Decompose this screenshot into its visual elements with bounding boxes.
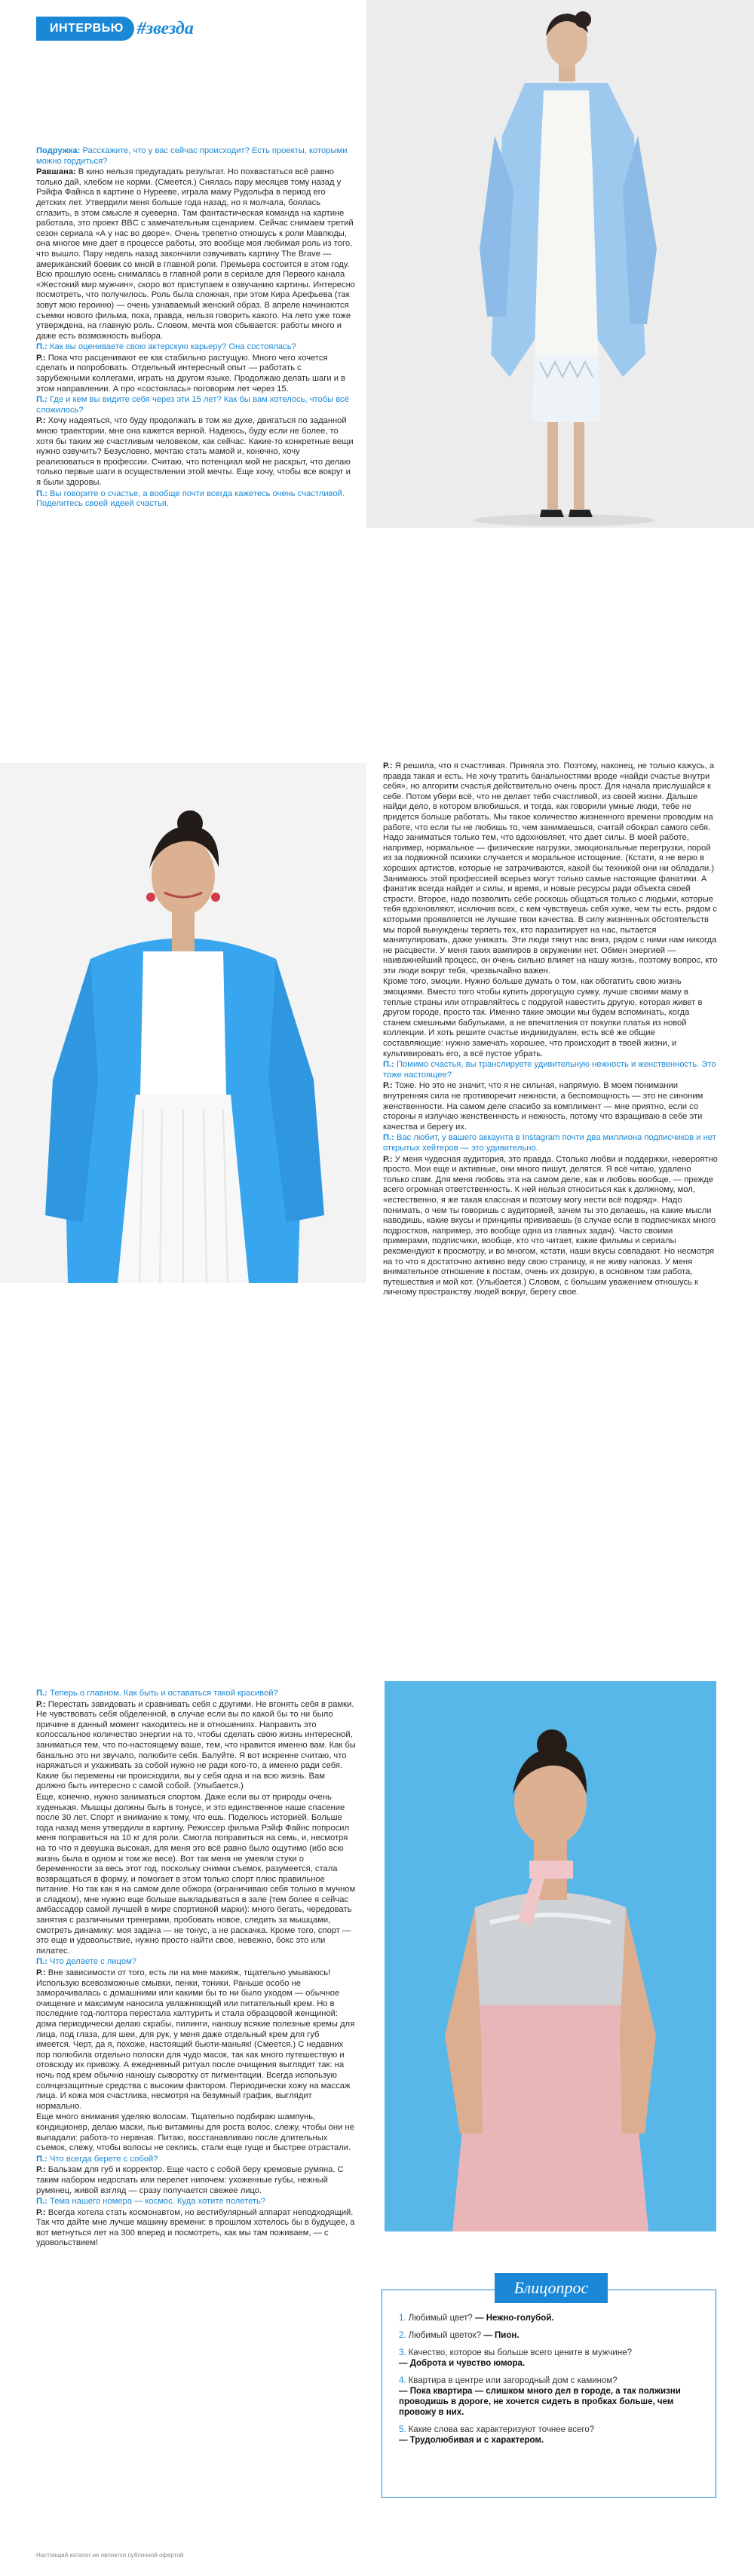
qa-paragraph	[36, 2165, 356, 2196]
question-text: Что делаете с лицом?	[49, 1957, 136, 1967]
blitz-number: 1.	[399, 2314, 406, 2323]
speaker-label: Р.:	[36, 1968, 46, 1978]
blitz-item	[399, 2375, 703, 2418]
blitz-item	[399, 2313, 703, 2323]
speaker-label: П.:	[383, 1060, 394, 1070]
speaker-label: П.:	[36, 2154, 48, 2164]
footnote: Настоящий каталог не является публичной офертой	[36, 2552, 184, 2559]
blitz-answer: — Трудолюбивая и с характером.	[399, 2436, 544, 2445]
interview-column-2	[383, 761, 718, 1299]
section-tag	[36, 17, 194, 41]
qa-paragraph	[383, 1081, 718, 1132]
photo-blue-cardigan	[0, 763, 366, 1283]
speaker-label: Р.:	[36, 1699, 46, 1709]
interview-column-3	[36, 1689, 356, 2250]
blitz-number: 5.	[399, 2425, 406, 2434]
blitz-answer: — Пион.	[483, 2331, 520, 2340]
qa-paragraph	[36, 1793, 356, 1957]
speaker-label: Р.:	[36, 353, 46, 363]
blitz-question: Какие слова вас характеризуют точнее всего?	[408, 2425, 595, 2434]
speaker-label: П.:	[36, 1689, 48, 1698]
blitz-answer: — Пока квартира — слишком много дел в городе, а так полжизни проводишь в дороге, не хочется сидеть в пробках больше, чем провожу в них.	[399, 2387, 681, 2417]
speaker-label: Р.:	[36, 2207, 46, 2217]
speaker-label: Р.:	[383, 1081, 393, 1091]
answer-text: У меня чудесная аудитория, это правда. Столько любви и поддержки, невероятно просто. Мои еще и активные, они много пишут, делятся. Я всё читаю, удалено только спам. Для меня любовь эта на самом деле, как и любовь вообще, — прежде всего огромная ответственность. К ней нельзя относиться как к должному, мол, «естественно, я же такая классная и поэтому могу нести всё подряд». Надо понимать, о чем ты говоришь с аудиторией, зачем ты это делаешь, на какие мысли наводишь, какие вкусы и принципы прививаешь (в случае если в подписчиках много подростков, например, это вообще одна из главных задач). Часто своими примерами, подписчики, вообще, кто что читает, какие фильмы и сериалы рекомендуют к просмотру, и во многом, кстати, наши вкусы совпадают. Но несмотря на то что я достаточно активно веду свою страницу, я не живу напоказ. У меня внимательное отношение к постам, очень их дозирую, в основном там работа, путешествия и мой кот. (Улыбается.) Словом, с большим уважением отношусь к личному пространству людей вокруг, берегу свое.	[383, 1154, 718, 1297]
blitz-item	[399, 2330, 703, 2341]
speaker-label: П.:	[36, 489, 48, 498]
qa-paragraph	[36, 2112, 356, 2153]
hashtag: #звезда	[136, 18, 194, 38]
blitz-question: Любимый цветок?	[408, 2331, 482, 2340]
qa-paragraph	[383, 761, 718, 976]
blitz-title: Блицопрос	[495, 2273, 608, 2303]
blitz-question: Любимый цвет?	[408, 2314, 473, 2323]
answer-text: Всегда хотела стать космонавтом, но вестибулярный аппарат неподходящий. Так что дайте мне лучше машину времени: в прошлом хотелось бы в будущее, а вот метнуться лет на 300 вперед и посмотреть, как мы там поживаем, — с удовольствием!	[36, 2207, 355, 2248]
answer-text: Еще, конечно, нужно заниматься спортом. Даже если вы от природы очень худенькая. Мышцы должны быть в тонусе, и это единственное наше спасение после 30 лет. Спорт и внимание к тому, что ешь. Поделюсь историей. Больше года назад меня утвердили в картину. Режиссер фильма Рэйф Файнс попросил меня поправиться на 10 кг для роли. Смогла поправиться на семь, и, несмотря на то что я девушка высокая, для меня это всё равно было ощутимо (ибо всю жизнь была в одном и том же весе). Вот так меня не умеяли стуки о беременности за весь этот год, поскольку снимки съемок, разумеется, стала возвращаться в форму, и помогает в этом только спорт плюс правильное питание. Но так как я на самом деле обжора (ограничиваю себя только в мучном и сладком), мне нужно еще больше выкладываться в зале (тем более я сейчас амбассадор самой лучшей в мире спортивной марки): много бегать, чередовать занятия с различными тренерами, пробовать новое, следить за мышцами, смотреть динамику: моя задача — не тонус, а не раскачка. Кроме того, спорт — это еще и удовольствие, нужно просто найти свое, невежно, бокс это или пилатес.	[36, 1792, 356, 1956]
qa-paragraph	[36, 2197, 356, 2207]
speaker-label: П.:	[36, 342, 48, 352]
qa-paragraph	[36, 2208, 356, 2249]
question-text: Тема нашего номера — космос. Куда хотите полететь?	[49, 2197, 266, 2207]
qa-paragraph	[36, 1700, 356, 1792]
blitz-question: Квартира в центре или загородный дом с камином?	[408, 2376, 618, 2385]
qa-paragraph	[36, 489, 356, 510]
qa-paragraph	[36, 342, 356, 353]
question-text: Расскажите, что у вас сейчас происходит? Есть проекты, которыми можно гордиться?	[36, 146, 348, 166]
qa-paragraph	[36, 416, 356, 488]
qa-paragraph	[383, 977, 718, 1059]
speaker-label: П.:	[36, 395, 48, 405]
answer-text: Бальзам для губ и корректор. Еще часто с собой беру кремовые румяна. С таким набором недоспать или перелет нипочем: ухоженные губы, нежный румянец, живой взгляд — сразу получается свежее лицо.	[36, 2165, 344, 2195]
blitz-number: 3.	[399, 2348, 406, 2357]
answer-text: В кино нельзя предугадать результат. Но похвастаться всё равно только дай, хлебом не корми. (Смеется.) Снялась пару месяцев тому назад у Рэйфа Файнса в картине о Нурееве, играла маму Рудольфа в период его детских лет. Утвердили меня больше года назад, но я молчала, боялась сглазить, в этом смысле я суеверна. Там фантастическая команда на картине работала, это проект BBC с замечательным сценарием. Сейчас снимаем третий сезон сериала «А у нас во дворе». Очень трепетно отношусь к роли Мавлюды, она многое мне дает в процессе работы, это вообще моя любимая роль из того, что вышло. Пару недель назад закончили озвучивать картину The Brave — американский боевик со мной в главной роли. Премьера состоится в этом году. Всю прошлую осень снималась в главной роли в сериале для Первого канала «Жестокий мир мужчин», скоро вот приступаем к озвучанию картины. Интересно посмотреть, что получилось. Роль была сложная, при этом Кира Арефьева (так зовут мою героиню) — очень узнаваемый женский образ. В апреле начинаются съемки нового фильма, пока, правда, нельзя говорить какого. На лето уже тоже утверждена, на главную роль. Словом, мечта моя сбывается: работы много и даже есть возможность выбора.	[36, 167, 356, 341]
answer-text: Перестать завидовать и сравнивать себя с другими. Не вгонять себя в рамки. Не чувствовать себя обделенной, в случае если вы по какой бы то ни было причине в данный момент находитесь не в отношениях. Направить это колоссальное количество энергии на то, чтобы сделать свою жизнь интересной, заниматься тем, что по-настоящему ваше, тем, что нравится именно вам. Как бы банально это ни звучало, полюбите себя. Балуйте. Я вот искренне считаю, что наряжаться и ухаживать за собой нужно не ради кого-то, а именно ради себя. Какие бы перемены ни происходили, вы у себя одна и на всю жизнь. Вам должно быть интересно с самой собой. (Улыбается.)	[36, 1699, 356, 1791]
qa-paragraph	[36, 354, 356, 394]
answer-text: Вне зависимости от того, есть ли на мне макияж, тщательно умываюсь! Использую всевозможные смывки, пенки, тоники. Раньше особо не заморачивалась с домашними или какими бы то ни было уходом — обычное очищение и максимум наносила увлажняющий или питательный крем. Но в последние год-полтора перестала халтурить и стала образцовой женщиной: дома периодически делаю скрабы, пилинги, наношу всякие полезные кремы для лица, под глаза, для шеи, для рук, у меня даже отдельный крем для губ имеется. Черт, да я, похоже, настоящий бьюти-маньяк! (Смеется.) С недавних пор полюбила отдельно полоски для чудо масок, так как много путешествую и отовсюду их привожу. А ежедневный ритуал после очищения выглядит так: на ночь под крем обычно наношу сыворотку от пигментации. Всегда использую солнцезащитные средства с высоким фактором. Периодически хожу на массаж лица. И кожа моя счастлива, несмотря на безумный график, выглядит нормально.	[36, 1968, 355, 2111]
qa-paragraph	[383, 1155, 718, 1298]
answer-text: Кроме того, эмоции. Нужно больше думать о том, как обогатить свою жизнь эмоциями. Вместо того чтобы купить дорогущую сумку, лучше своими маму в теплые страны или отправляйтесь с подругой навестить другую, которая живет в другом городе, просто так. Именно такие эмоции мы будем вспоминать, когда станем смешными бабульками, а не впечатления от покупки платья из новой коллекции. И хоть решите счастье индивидуален, есть всё же общие составляющие: нужно замечать хорошее, что происходит в твоей жизни, и культивировать его, а всё пустое убрать.	[383, 977, 703, 1058]
question-text: Что всегда берете с собой?	[49, 2154, 158, 2164]
speaker-label: Р.:	[383, 1154, 393, 1164]
qa-paragraph	[36, 1957, 356, 1968]
answer-text: Тоже. Но это не значит, что я не сильная, напрямую. В моем понимании внутренняя сила не противоречит нежности, а беспомощность — это не синоним женственности. На самом деле спасибо за комплимент — мне приятно, если со стороны я излучаю женственность и нежность, потому что взращиваю в себе эти качества и берегу их.	[383, 1081, 703, 1132]
qa-paragraph	[36, 395, 356, 415]
answer-text: Еще много внимания уделяю волосам. Тщательно подбираю шампунь, кондиционер, делаю маски, пью витамины для роста волос, слежу, чтобы они не выпадали: работа-то нервная. Питаю, восстанавливаю после длительных съемок, слежу, чтобы волосы не секлись, стали еще гуще и быстрее отрастали.	[36, 2112, 354, 2153]
speaker-label: П.:	[36, 2197, 48, 2207]
speaker-label: Подружка:	[36, 146, 81, 155]
blitz-question: Качество, которое вы больше всего цените в мужчине?	[408, 2348, 632, 2357]
section-tag-label: ИНТЕРВЬЮ	[36, 17, 134, 41]
photo-pink-skirt	[385, 1681, 716, 2231]
qa-paragraph	[383, 1133, 718, 1153]
qa-paragraph	[36, 2155, 356, 2165]
blitz-answer: — Доброта и чувство юмора.	[399, 2359, 526, 2368]
speaker-label: П.:	[36, 1957, 48, 1967]
blitz-number: 4.	[399, 2376, 406, 2385]
question-text: Где и кем вы видите себя через эти 15 лет? Как бы вам хотелось, чтобы всё сложилось?	[36, 395, 349, 415]
blitz-item	[399, 2348, 703, 2369]
answer-text: Хочу надеяться, что буду продолжать в том же духе, двигаться по заданной мною траектории, мне она кажется верной. Надеюсь, буду если не более, то хотя бы таким же счастливым человеком, как сейчас. Какие-то конкретные вещи нужно озвучить? Безусловно, мечтаю стать мамой и, конечно, хочу реализоваться в профессии. Считаю, что потенциал мой не раскрыт, что делаю только первые шаги в осуществлении этой мечты. Еще хочу, чтобы все вокруг и я были здоровы.	[36, 416, 354, 487]
blitz-quiz	[382, 2273, 718, 2499]
qa-paragraph	[36, 1689, 356, 1699]
blitz-number: 2.	[399, 2331, 406, 2340]
answer-text: Я решила, что я счастливая. Приняла это. Поэтому, наконец, не только кажусь, а правда такая и есть. Не хочу тратить банальностями вроде «найди счастье внутри себя», но алгоритм счастья действительно очень прост. Для начала прислушайся к себе. Потом убери всё, что не делает тебя счастливой, из своей жизни. Дальше найди дело, в котором влюбишься, и тогда, как говорили умные люди, тебе не придется больше работать. Мы такое количество жизненного времени проводим на работе, что если ты не любишь то, чем занимаешься, считай обокрал самого себя. Надо заниматься только тем, что вдохновляет, что дает силы. В моей работе, например, нормальное — физические нагрузки, эмоциональные перегрузки, порой из за подвижной психики случается и моральное истощение. (Кстати, я не верю в хороших артистов, которые не затрачиваются, какой бы техникой они ни обладали.) Занимаюсь этой профессией всерьез могут только самые настоящие фанатики. А фанатик всегда найдет и силы, и время, и новые ресурсы ради объекта своей страсти. Второе, надо позволить себе роскошь общаться только с людьми, которые тебя вдохновляют, исключив всех, с кем чувствуешь себя хуже, чем ты есть, рядом с которыми проявляется не лучшие твои качества. В силу жизненных обстоятельств мы порой вынуждены терпеть тех, кто паразитирует на нас, пытается манипулировать, даже унижать. Эти люди тянут нас вниз, рядом с ними нам никогда не расцвести. У меня таких вампиров в окружении нет. Обмен энергией — наиважнейший процесс, он очень сильно влияет на нашу жизнь, поэтому вопрос, кто эти люди вокруг тебя, чрезвычайно важен.	[383, 761, 718, 976]
speaker-label: Р.:	[383, 761, 393, 770]
blitz-answer: — Нежно-голубой.	[475, 2314, 554, 2323]
interview-column-1	[36, 146, 356, 510]
blitz-item	[399, 2424, 703, 2446]
question-text: Помимо счастья, вы транслируете удивительную нежность и женственность. Это тоже настоящее?	[383, 1060, 716, 1080]
question-text: Вы говорите о счастье, а вообще почти всегда кажетесь очень счастливой. Поделитесь своей идеей счастья.	[36, 489, 345, 509]
speaker-label: Р.:	[36, 416, 46, 426]
qa-paragraph	[36, 1968, 356, 2112]
blitz-box	[382, 2290, 716, 2498]
speaker-label: Равшана:	[36, 167, 76, 177]
speaker-label: П.:	[383, 1133, 394, 1143]
qa-paragraph	[36, 146, 356, 167]
qa-paragraph	[36, 167, 356, 342]
answer-text: Пока что расценивают ее как стабильно растущую. Много чего хочется сделать и попробовать. Отдельный интересный опыт — работать с зарубежными коллегами, играть на другом языке. Продолжаю делать шаги и в этом направлении. А про «состоялась» поговорим лет через 15.	[36, 353, 345, 394]
photo-blue-coat	[366, 0, 754, 528]
question-text: Вас любит, у вашего аккаунта в Instagram почти два миллиона подписчиков и нет открытых хейтеров — это удивительно.	[383, 1133, 716, 1153]
qa-paragraph	[383, 1060, 718, 1080]
question-text: Теперь о главном. Как быть и оставаться такой красивой?	[49, 1689, 278, 1698]
speaker-label: Р.:	[36, 2165, 46, 2175]
question-text: Как вы оцениваете свою актерскую карьеру? Она состоялась?	[49, 342, 296, 352]
